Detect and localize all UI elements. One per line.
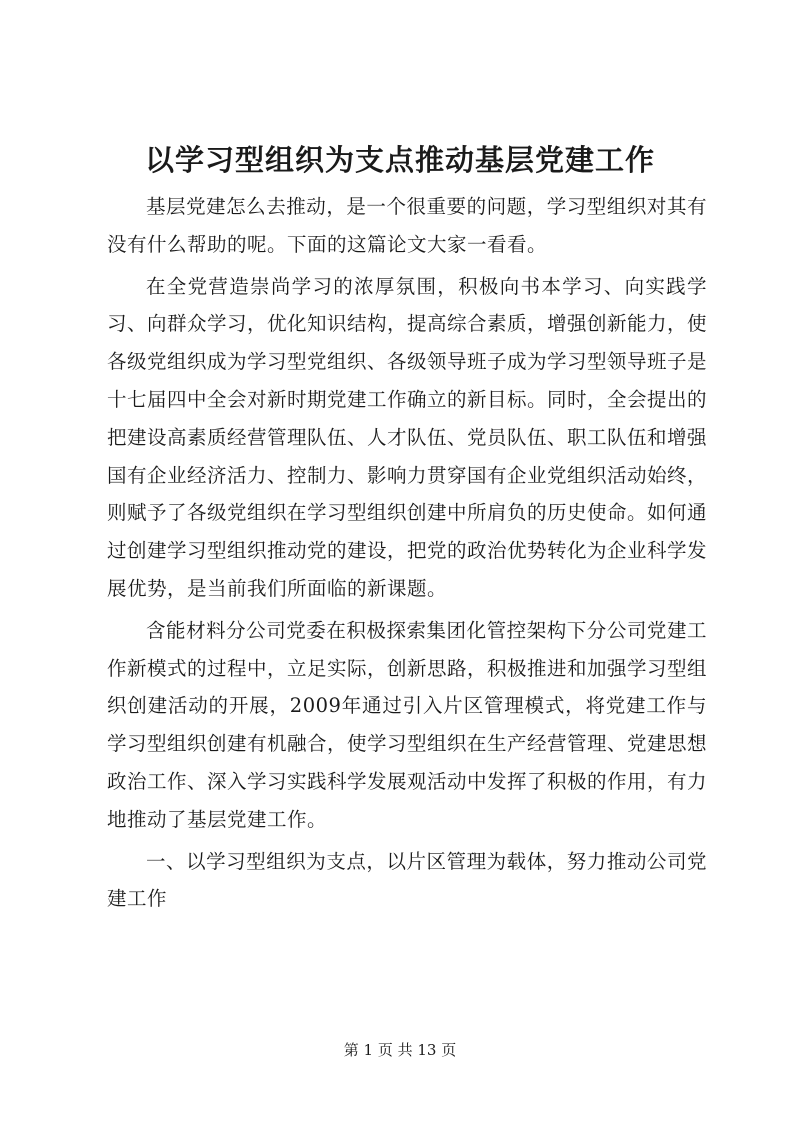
paragraph-company-practice: 含能材料分公司党委在积极探索集团化管控架构下分公司党建工作新模式的过程中，立足实际，创新思路，积极推进和加强学习型组织创建活动的开展，2009年通过引入片区管理模式，将党建工作与学习型组织创建有机融合，使学习型组织在生产经营管理、党建思想政治工作、深入学习实践科学发展观活动中发挥了积极的作用，有力地推动了基层党建工作。: [107, 618, 708, 831]
section-heading-1: 一、以学习型组织为支点，以片区管理为载体，努力推动公司党建工作: [107, 849, 707, 911]
paragraph-intro: 基层党建怎么去推动，是一个很重要的问题，学习型组织对其有没有什么帮助的呢。下面的这篇论文大家一看看。: [107, 195, 707, 256]
paragraph-background: 在全党营造崇尚学习的浓厚氛围，积极向书本学习、向实践学习、向群众学习，优化知识结构，提高综合素质，增强创新能力，使各级党组织成为学习型党组织、各级领导班子成为学习型领导班子是十七届四中全会对新时期党建工作确立的新目标。同时，全会提出的把建设高素质经营管理队伍、人才队伍、党员队伍、职工队伍和增强国有企业经济活力、控制力、影响力贯穿国有企业党组织活动始终，则赋予了各级党组织在学习型组织创建中所肩负的历史使命。如何通过创建学习型组织推动党的建设，把党的政治优势转化为企业科学发展优势，是当前我们所面临的新课题。: [107, 274, 708, 600]
page-footer: 第 1 页 共 13 页: [343, 1041, 457, 1059]
document-title: 以学习型组织为支点推动基层党建工作: [144, 143, 655, 177]
document-body: [107, 188, 707, 922]
